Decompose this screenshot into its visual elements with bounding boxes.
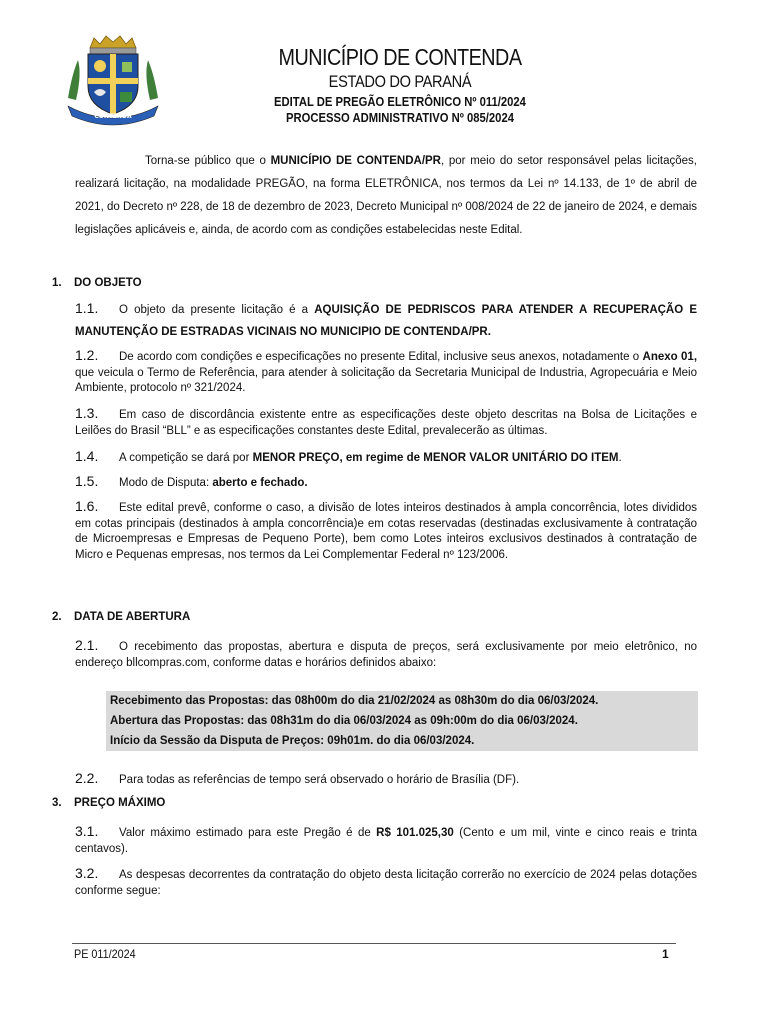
state-title: ESTADO DO PARANÁ xyxy=(328,72,472,91)
schedule-line: Recebimento das Propostas: das 08h00m do dia 21/02/2024 as 08h30m do dia 06/03/2024. xyxy=(110,695,599,707)
schedule-line: Abertura das Propostas: das 08h31m do dia 06/03/2024 as 09h:00m do dia 06/03/2024. xyxy=(110,715,578,727)
item-3-1: 3.1. Valor máximo estimado para este Pregão é de R$ 101.025,30 (Cento e um mil, vinte e cinco reais e trinta centavos). xyxy=(75,823,698,855)
item-3-2: 3.2. As despesas decorrentes da contratação do objeto desta licitação correrão no exercício de 2024 pelas dotações conforme segue: xyxy=(75,865,697,897)
footer-reference: PE 011/2024 xyxy=(74,947,136,961)
municipal-crest-icon xyxy=(64,34,162,126)
item-1-6: 1.6. Este edital prevê, conforme o caso, a divisão de lotes inteiros destinados à ampla concorrência, lotes divididos em cotas principais (destinados à ampla concorrência)e em cotas reservadas (destinadas exclusivamente à contratação de Microempresas e Empresas de Pequeno Porte), bem como Lotes inteiros exclusivos destinados à contratação de Micro e Pequenas empresas, nos termos da Lei Complementar Federal nº 123/2006. xyxy=(75,498,697,561)
processo-title: PROCESSO ADMINISTRATIVO Nº 085/2024 xyxy=(286,111,514,125)
edital-title: EDITAL DE PREGÃO ELETRÔNICO Nº 011/2024 xyxy=(274,95,526,109)
crest-banner-text: CONTENDA xyxy=(94,113,132,120)
municipality-title: MUNICÍPIO DE CONTENDA xyxy=(278,44,522,70)
item-2-1: 2.1. O recebimento das propostas, abertura e disputa de preços, será exclusivamente por meio eletrônico, no endereço bllcompras.com, conforme datas e horários definidos abaixo: xyxy=(75,637,697,669)
section-heading-objeto: 1. DO OBJETO xyxy=(52,277,142,289)
item-1-1: 1.1. O objeto da presente licitação é a AQUISIÇÃO DE PEDRISCOS PARA ATENDER A RECUPERAÇÃO E MANUTENÇÃO DE ESTRADAS VICINAIS NO MUNICIPIO DE CONTENDA/PR. xyxy=(75,300,698,338)
intro-paragraph: Torna-se público que o MUNICÍPIO DE CONTENDA/PR, por meio do setor responsável pelas licitações, realizará licitação, na modalidade PREGÃO, na forma ELETRÔNICA, nos termos da Lei nº 14.133, de 1º de abril de 2021, do Decreto nº 228, de 18 de dezembro de 2023, Decreto Municipal nº 008/2024 de 22 de janeiro de 2024, e demais legislações aplicáveis e, ainda, de acordo com as condições estabelecidas neste Edital. xyxy=(75,155,697,236)
item-1-4: 1.4. A competição se dará por MENOR PREÇO, em regime de MENOR VALOR UNITÁRIO DO ITEM. xyxy=(75,448,622,464)
item-2-2: 2.2. Para todas as referências de tempo será observado o horário de Brasília (DF). xyxy=(75,770,520,786)
item-1-3: 1.3. Em caso de discordância existente entre as especificações deste objeto descritas na Bolsa de Licitações e Leilões do Brasil “BLL” e as especificações constantes deste Edital, prevalecerão as últimas. xyxy=(75,405,697,437)
schedule-box xyxy=(106,691,698,751)
section-heading-preco-maximo: 3. PREÇO MÁXIMO xyxy=(52,797,166,809)
page-number: 1 xyxy=(662,947,669,961)
schedule-line: Início da Sessão da Disputa de Preços: 09h01m. do dia 06/03/2024. xyxy=(110,735,475,747)
section-heading-data-abertura: 2. DATA DE ABERTURA xyxy=(52,611,191,623)
item-1-2: 1.2. De acordo com condições e especificações no presente Edital, inclusive seus anexos, notadamente o Anexo 01, que veicula o Termo de Referência, para atender à solicitação da Secretaria Municipal de Industria, Agropecuária e Meio Ambiente, protocolo nº 321/2024. xyxy=(75,347,698,394)
footer-divider xyxy=(72,943,676,944)
item-1-5: 1.5. Modo de Disputa: aberto e fechado. xyxy=(75,473,308,489)
